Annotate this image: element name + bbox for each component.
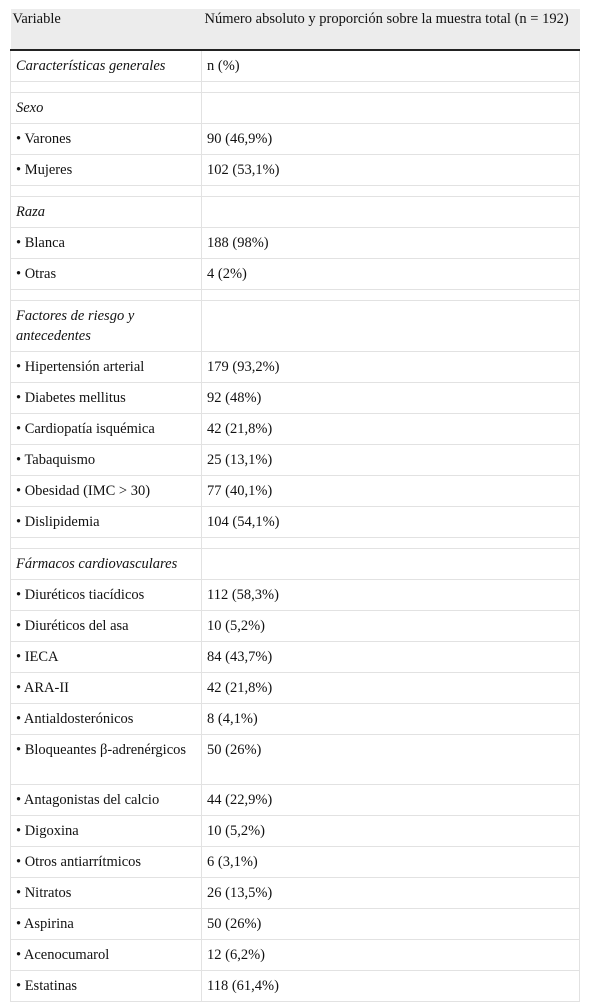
variable-label: • Digoxina [11,816,202,847]
variable-label: • IECA [11,642,202,673]
value-cell: 10 (5,2%) [202,611,580,642]
value-cell: 104 (54,1%) [202,507,580,538]
table-row [11,228,580,259]
table-row [11,352,580,383]
variable-label: • Antagonistas del calcio [11,785,202,816]
variable-label: • Varones [11,124,202,155]
table-row [11,878,580,909]
value-cell [202,197,580,228]
value-cell [202,301,580,352]
variable-label: • Aspirina [11,909,202,940]
value-cell: 112 (58,3%) [202,580,580,611]
spacer-cell [11,82,202,93]
value-cell: 102 (53,1%) [202,155,580,186]
table-row [11,816,580,847]
spacer-cell [202,538,580,549]
variable-label: • Nitratos [11,878,202,909]
section-row [11,197,580,228]
table-row [11,414,580,445]
spacer-row [11,82,580,93]
table-row [11,909,580,940]
table-body [11,50,580,1002]
variable-label: • Diuréticos tiacídicos [11,580,202,611]
spacer-row [11,538,580,549]
spacer-cell [11,186,202,197]
section-label: Sexo [11,93,202,124]
spacer-row [11,186,580,197]
section-label: Factores de riesgo y antecedentes [11,301,202,352]
spacer-row [11,290,580,301]
value-cell: 118 (61,4%) [202,971,580,1002]
table-row [11,507,580,538]
value-cell: 92 (48%) [202,383,580,414]
section-label: Fármacos cardiovasculares [11,549,202,580]
variable-label: • Dislipidemia [11,507,202,538]
table-row [11,940,580,971]
variable-label: • Blanca [11,228,202,259]
table-row [11,971,580,1002]
value-cell: 42 (21,8%) [202,673,580,704]
value-cell: 4 (2%) [202,259,580,290]
header-variable: Variable [11,9,202,50]
table-row [11,735,580,785]
table-row [11,155,580,186]
section-row [11,549,580,580]
value-cell: 90 (46,9%) [202,124,580,155]
value-cell: 26 (13,5%) [202,878,580,909]
value-cell: 44 (22,9%) [202,785,580,816]
value-cell: 188 (98%) [202,228,580,259]
table-row [11,259,580,290]
table-row [11,383,580,414]
table-header [11,9,580,50]
value-cell: 179 (93,2%) [202,352,580,383]
section-row [11,93,580,124]
table-row [11,642,580,673]
header-value: Número absoluto y proporción sobre la muestra total (n = 192) [202,9,580,50]
section-row [11,50,580,82]
variable-label: • Diabetes mellitus [11,383,202,414]
variable-label: • Hipertensión arterial [11,352,202,383]
variable-label: • Otras [11,259,202,290]
variable-label: • Antialdosterónicos [11,704,202,735]
variable-label: • Bloqueantes β-adrenérgicos [11,735,202,785]
table-row [11,476,580,507]
spacer-cell [11,538,202,549]
table-row [11,580,580,611]
value-cell: 10 (5,2%) [202,816,580,847]
variable-label: • Mujeres [11,155,202,186]
header-row [11,9,580,50]
table-row [11,611,580,642]
variable-label: • Cardiopatía isquémica [11,414,202,445]
section-label: Características generales [11,50,202,82]
value-cell: n (%) [202,50,580,82]
section-row [11,301,580,352]
value-cell [202,93,580,124]
value-cell [202,549,580,580]
table-row [11,704,580,735]
value-cell: 84 (43,7%) [202,642,580,673]
section-label: Raza [11,197,202,228]
spacer-cell [202,186,580,197]
value-cell: 77 (40,1%) [202,476,580,507]
value-cell: 6 (3,1%) [202,847,580,878]
value-cell: 50 (26%) [202,909,580,940]
table-row [11,847,580,878]
table-row [11,673,580,704]
spacer-cell [202,82,580,93]
value-cell: 25 (13,1%) [202,445,580,476]
value-cell: 8 (4,1%) [202,704,580,735]
value-cell: 50 (26%) [202,735,580,785]
value-cell: 12 (6,2%) [202,940,580,971]
spacer-cell [202,290,580,301]
spacer-cell [11,290,202,301]
variable-label: • Diuréticos del asa [11,611,202,642]
variable-label: • Otros antiarrítmicos [11,847,202,878]
value-cell: 42 (21,8%) [202,414,580,445]
variable-label: • Estatinas [11,971,202,1002]
characteristics-table [10,9,580,1002]
variable-label: • Obesidad (IMC > 30) [11,476,202,507]
table-row [11,124,580,155]
variable-label: • Tabaquismo [11,445,202,476]
table-row [11,445,580,476]
variable-label: • Acenocumarol [11,940,202,971]
table-row [11,785,580,816]
variable-label: • ARA-II [11,673,202,704]
